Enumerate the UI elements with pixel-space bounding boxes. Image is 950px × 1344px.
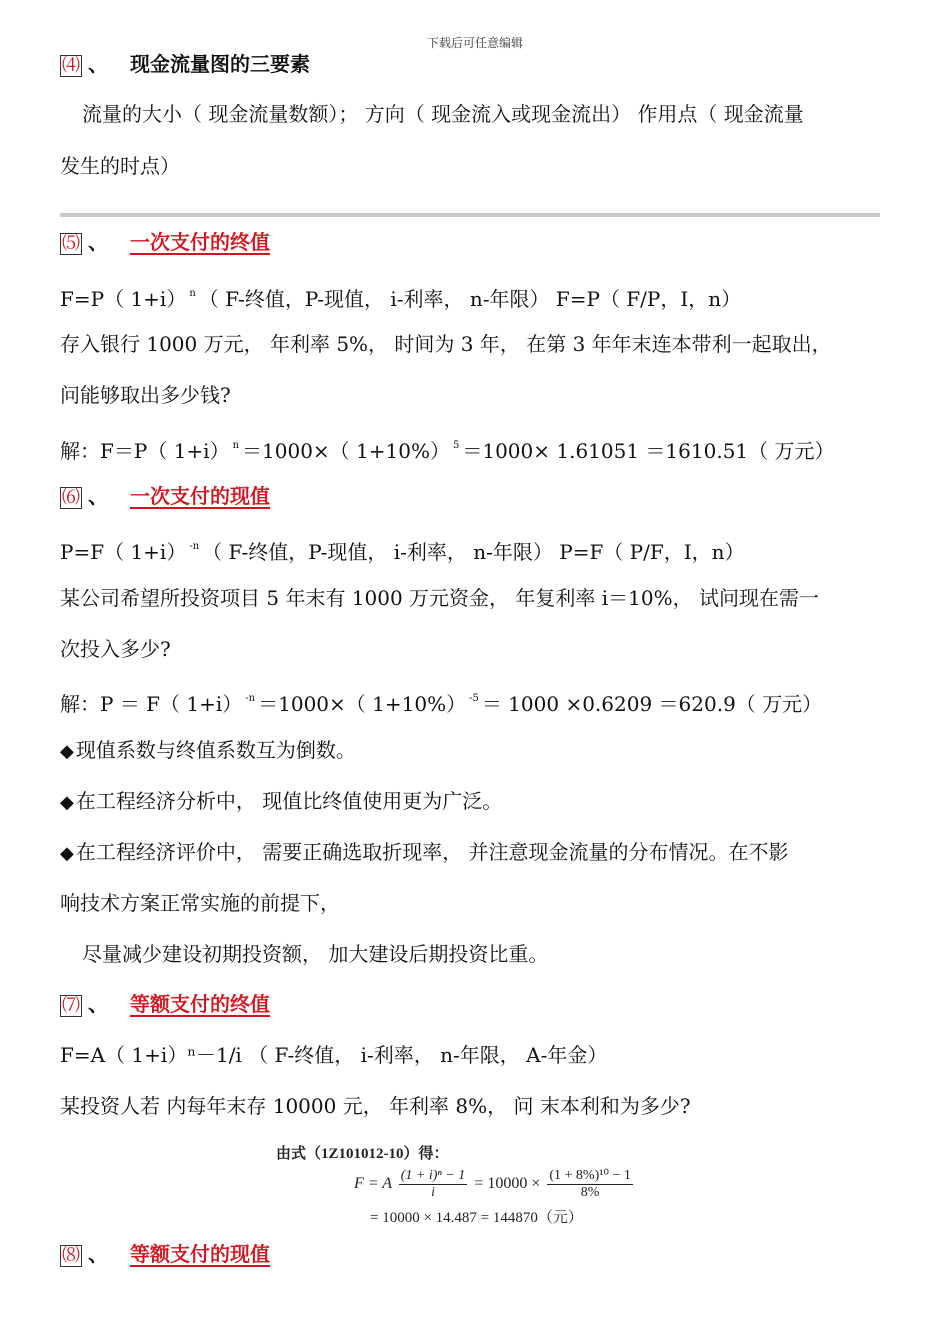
solution-line [60,685,900,718]
exponent: n [189,288,196,299]
section-number: ⑷ [62,55,80,76]
formula-line [60,280,900,313]
diamond-bullet-icon: ◆ [60,792,74,813]
numerator: (1 + i)ⁿ − 1 [400,1168,466,1183]
formula-caption: 由式（1Z101012-10）得： [276,1146,449,1162]
formula-part: （ F-终值，P-现值， i-利率， n-年限） F=P（ F/P，I，n） [198,287,742,311]
bullet-text: 在工程经济评价中， 需要正确选取折现率， 并注意现金流量的分布情况。在不影 [75,840,789,864]
numerator: (1 + 8%)¹⁰ − 1 [549,1168,631,1183]
paragraph: 尽量减少建设初期投资额， 加大建设后期投资比重。 [82,942,549,966]
formula-part: （ F-终值，P-现值， i-利率， n-年限） P=F（ P/F，I，n） [202,540,745,564]
solution-part: ＝1000×（ 1+10%） [242,439,450,463]
question: 某公司希望所投资项目 5 年末有 1000 万元资金， 年复利率 i＝10%， 试问现在需一 [60,586,819,610]
formula-lhs: F = A [354,1175,392,1193]
solution-part: ＝1000× 1.61051 ＝1610.51（ 万元） [462,439,835,463]
denominator: i [431,1185,435,1200]
diamond-bullet-icon: ◆ [60,741,74,762]
section-title: 现金流量图的三要素 [130,52,310,76]
section-4-heading [60,50,900,78]
solution-part: ＝ 1000 ×0.6209 ＝620.9（ 万元） [481,692,823,716]
section-title: 等额支付的终值 [130,992,270,1016]
solution-part: 解：P ＝ F（ 1+i） [60,692,243,716]
formula-part: F=P（ 1+i） [60,287,187,311]
section-title: 一次支付的现值 [130,484,270,508]
section-7-heading [60,990,900,1018]
bullet-item [60,787,900,817]
question: 问能够取出多少钱? [60,383,231,407]
bullet-text: 现值系数与终值系数互为倒数。 [75,738,356,762]
solution-part: 解：F＝P（ 1+i） [60,439,230,463]
paragraph: 响技术方案正常实施的前提下， [60,891,340,915]
separator: 、 [88,484,108,508]
exponent: -n [245,693,256,704]
section-number: ⑻ [62,1245,80,1266]
formula-line: F=A（ 1+i）ⁿ－1/i （ F-终值， i-利率， n-年限， A-年金） [60,1043,608,1067]
question: 存入银行 1000 万元， 年利率 5%， 时间为 3 年， 在第 3 年年末连本带利一起取出， [60,332,832,356]
section-6-heading [60,482,900,510]
page-header: 下载后可任意编辑 [426,36,523,50]
divider [60,213,880,217]
section-8-heading [60,1240,900,1268]
section-5-heading [60,228,900,256]
separator: 、 [88,230,108,254]
fraction [399,1168,468,1201]
formula-middle: = 10000 × [474,1175,541,1193]
formula-part: P=F（ 1+i） [60,540,187,564]
question: 次投入多少? [60,637,171,661]
solution-line [60,432,900,465]
diamond-bullet-icon: ◆ [60,843,74,864]
section-number: ⑹ [62,487,80,508]
section-number: ⑸ [62,233,80,254]
bullet-item [60,838,900,868]
formula-line [60,533,900,566]
exponent: 5 [452,440,460,451]
solution-part: ＝1000×（ 1+10%） [258,692,467,716]
formula-image [272,1138,692,1233]
separator: 、 [88,992,108,1016]
exponent: -n [189,541,200,552]
bullet-item [60,736,900,766]
exponent: n [232,440,240,451]
paragraph: 流量的大小（ 现金流量数额）； 方向（ 现金流入或现金流出） 作用点（ 现金流量 [82,102,804,126]
question: 某投资人若 内每年末存 10000 元， 年利率 8%， 问 末本利和为多少? [60,1094,691,1118]
formula-result: = 10000 × 14.487 = 144870（元） [370,1210,583,1226]
exponent: -5 [469,693,479,704]
section-title: 一次支付的终值 [130,230,270,254]
separator: 、 [88,1242,108,1266]
paragraph: 发生的时点） [60,154,180,178]
section-title: 等额支付的现值 [130,1242,270,1266]
section-number: ⑺ [62,995,80,1016]
separator: 、 [88,52,108,76]
denominator: 8% [580,1185,600,1200]
fraction [547,1168,633,1201]
bullet-text: 在工程经济分析中， 现值比终值使用更为广泛。 [75,789,503,813]
formula-equation [354,1168,636,1201]
